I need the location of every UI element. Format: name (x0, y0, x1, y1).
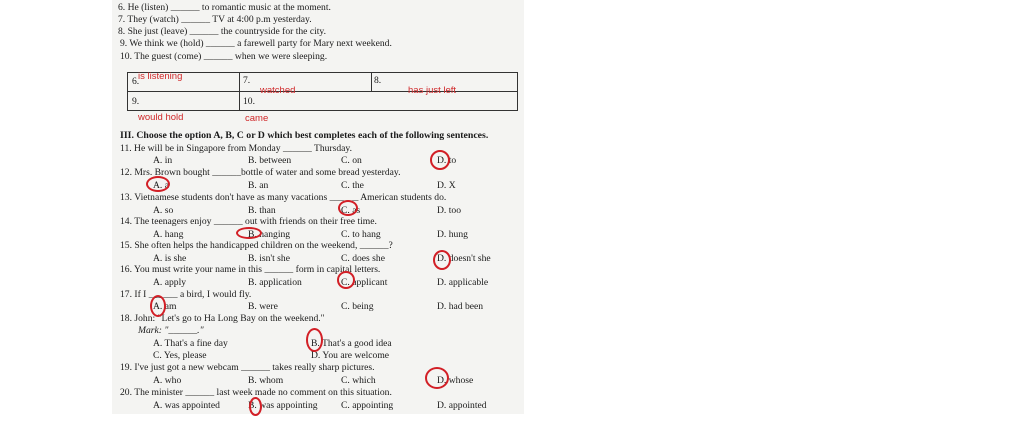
answer-circle-q11 (430, 150, 450, 170)
q12-option-d: D. X (437, 180, 456, 191)
answer-circle-q16 (337, 271, 355, 289)
q15-option-a: A. is she (153, 253, 187, 264)
answer-9: would hold (138, 112, 184, 123)
q12-option-c: C. the (341, 180, 364, 191)
exercise-line-8: 8. She just (leave) ______ the countryside for the city. (118, 26, 326, 37)
q19-option-a: A. who (153, 375, 182, 386)
q12-option-a: A. a (153, 180, 169, 191)
exercise-line-7: 7. They (watch) ______ TV at 4:00 p.m yesterday. (118, 14, 312, 25)
section-heading: III. Choose the option A, B, C or D which best completes each of the following sentences. (120, 130, 489, 141)
q17-option-b: B. were (248, 301, 278, 312)
table-cell-10: 10. (243, 96, 255, 107)
question-12: 12. Mrs. Brown bought ______bottle of water and some bread yesterday. (120, 167, 401, 178)
q16-option-c: C. applicant (341, 277, 388, 288)
q19-option-b: B. whom (248, 375, 284, 386)
q14-option-c: C. to hang (341, 229, 381, 240)
q11-option-c: C. on (341, 155, 362, 166)
answer-circle-q12 (146, 176, 170, 192)
answer-table (127, 72, 518, 111)
table-cell-6: 6. (132, 76, 140, 87)
q13-option-c: C. as (341, 205, 361, 216)
q18-option-b: B. That's a good idea (311, 338, 392, 349)
q11-option-d: D. to (437, 155, 457, 166)
question-18: 18. John: "Let's go to Ha Long Bay on the weekend." (120, 313, 325, 324)
table-cell-8: 8. (374, 75, 382, 86)
answer-circle-q20 (249, 397, 262, 416)
answer-circle-q17 (150, 295, 166, 317)
question-20: 20. The minister ______ last week made no comment on this situation. (120, 387, 392, 398)
q16-option-b: B. application (248, 277, 302, 288)
q11-option-a: A. in (153, 155, 173, 166)
table-cell-7: 7. (243, 75, 251, 86)
q15-option-c: C. does she (341, 253, 385, 264)
answer-circle-q18 (306, 328, 323, 352)
question-17: 17. If I ______ a bird, I would fly. (120, 289, 252, 300)
q17-option-d: D. had been (437, 301, 484, 312)
q19-option-d: D. whose (437, 375, 474, 386)
q20-option-c: C. appointing (341, 400, 394, 411)
q18-option-d: D. You are welcome (311, 350, 390, 361)
table-cell-9: 9. (132, 96, 140, 107)
answer-circle-q19 (425, 367, 449, 389)
answer-circle-q14 (236, 227, 262, 239)
q16-option-d: D. applicable (437, 277, 489, 288)
exercise-line-9: 9. We think we (hold) ______ a farewell party for Mary next weekend. (120, 38, 392, 49)
table-row-divider (128, 91, 373, 92)
q17-option-a: A. am (153, 301, 177, 312)
q19-option-c: C. which (341, 375, 376, 386)
q15-option-d: D. doesn't she (437, 253, 491, 264)
q20-option-b: B. was appointing (248, 400, 318, 411)
answer-circle-q15 (433, 250, 451, 270)
answer-7: watched (260, 85, 296, 96)
q20-option-a: A. was appointed (153, 400, 220, 411)
exercise-line-6: 6. He (listen) ______ to romantic music at the moment. (118, 2, 331, 13)
q11-option-b: B. between (248, 155, 292, 166)
answer-10: came (245, 113, 269, 124)
table-col-divider-1 (239, 73, 240, 110)
q18-option-a: A. That's a fine day (153, 338, 228, 349)
q16-option-a: A. apply (153, 277, 187, 288)
question-15: 15. She often helps the handicapped children on the weekend, ______? (120, 240, 393, 251)
q14-option-d: D. hung (437, 229, 468, 240)
q18-option-c: C. Yes, please (153, 350, 207, 361)
question-11: 11. He will be in Singapore from Monday ______ Thursday. (120, 143, 352, 154)
q14-option-a: A. hang (153, 229, 184, 240)
q14-option-b: B. hanging (248, 229, 291, 240)
table-col-divider-2 (371, 73, 372, 91)
question-13: 13. Vietnamese students don't have as many vacations ______ American students do. (120, 192, 447, 203)
q17-option-c: C. being (341, 301, 374, 312)
q15-option-b: B. isn't she (248, 253, 290, 264)
question-14: 14. The teenagers enjoy ______ out with friends on their free time. (120, 216, 377, 227)
question-19: 19. I've just got a new webcam ______ takes really sharp pictures. (120, 362, 375, 373)
answer-8: has just left (408, 85, 457, 96)
q13-option-a: A. so (153, 205, 174, 216)
exercise-line-10: 10. The guest (come) ______ when we were sleeping. (120, 51, 328, 62)
question-16: 16. You must write your name in this ______ form in capital letters. (120, 264, 381, 275)
q20-option-d: D. appointed (437, 400, 487, 411)
q13-option-d: D. too (437, 205, 461, 216)
q13-option-b: B. than (248, 205, 276, 216)
answer-circle-q13 (338, 200, 361, 216)
question-18-reply: Mark: "______." (138, 325, 204, 336)
q12-option-b: B. an (248, 180, 269, 191)
answer-6: is listening (138, 71, 183, 82)
